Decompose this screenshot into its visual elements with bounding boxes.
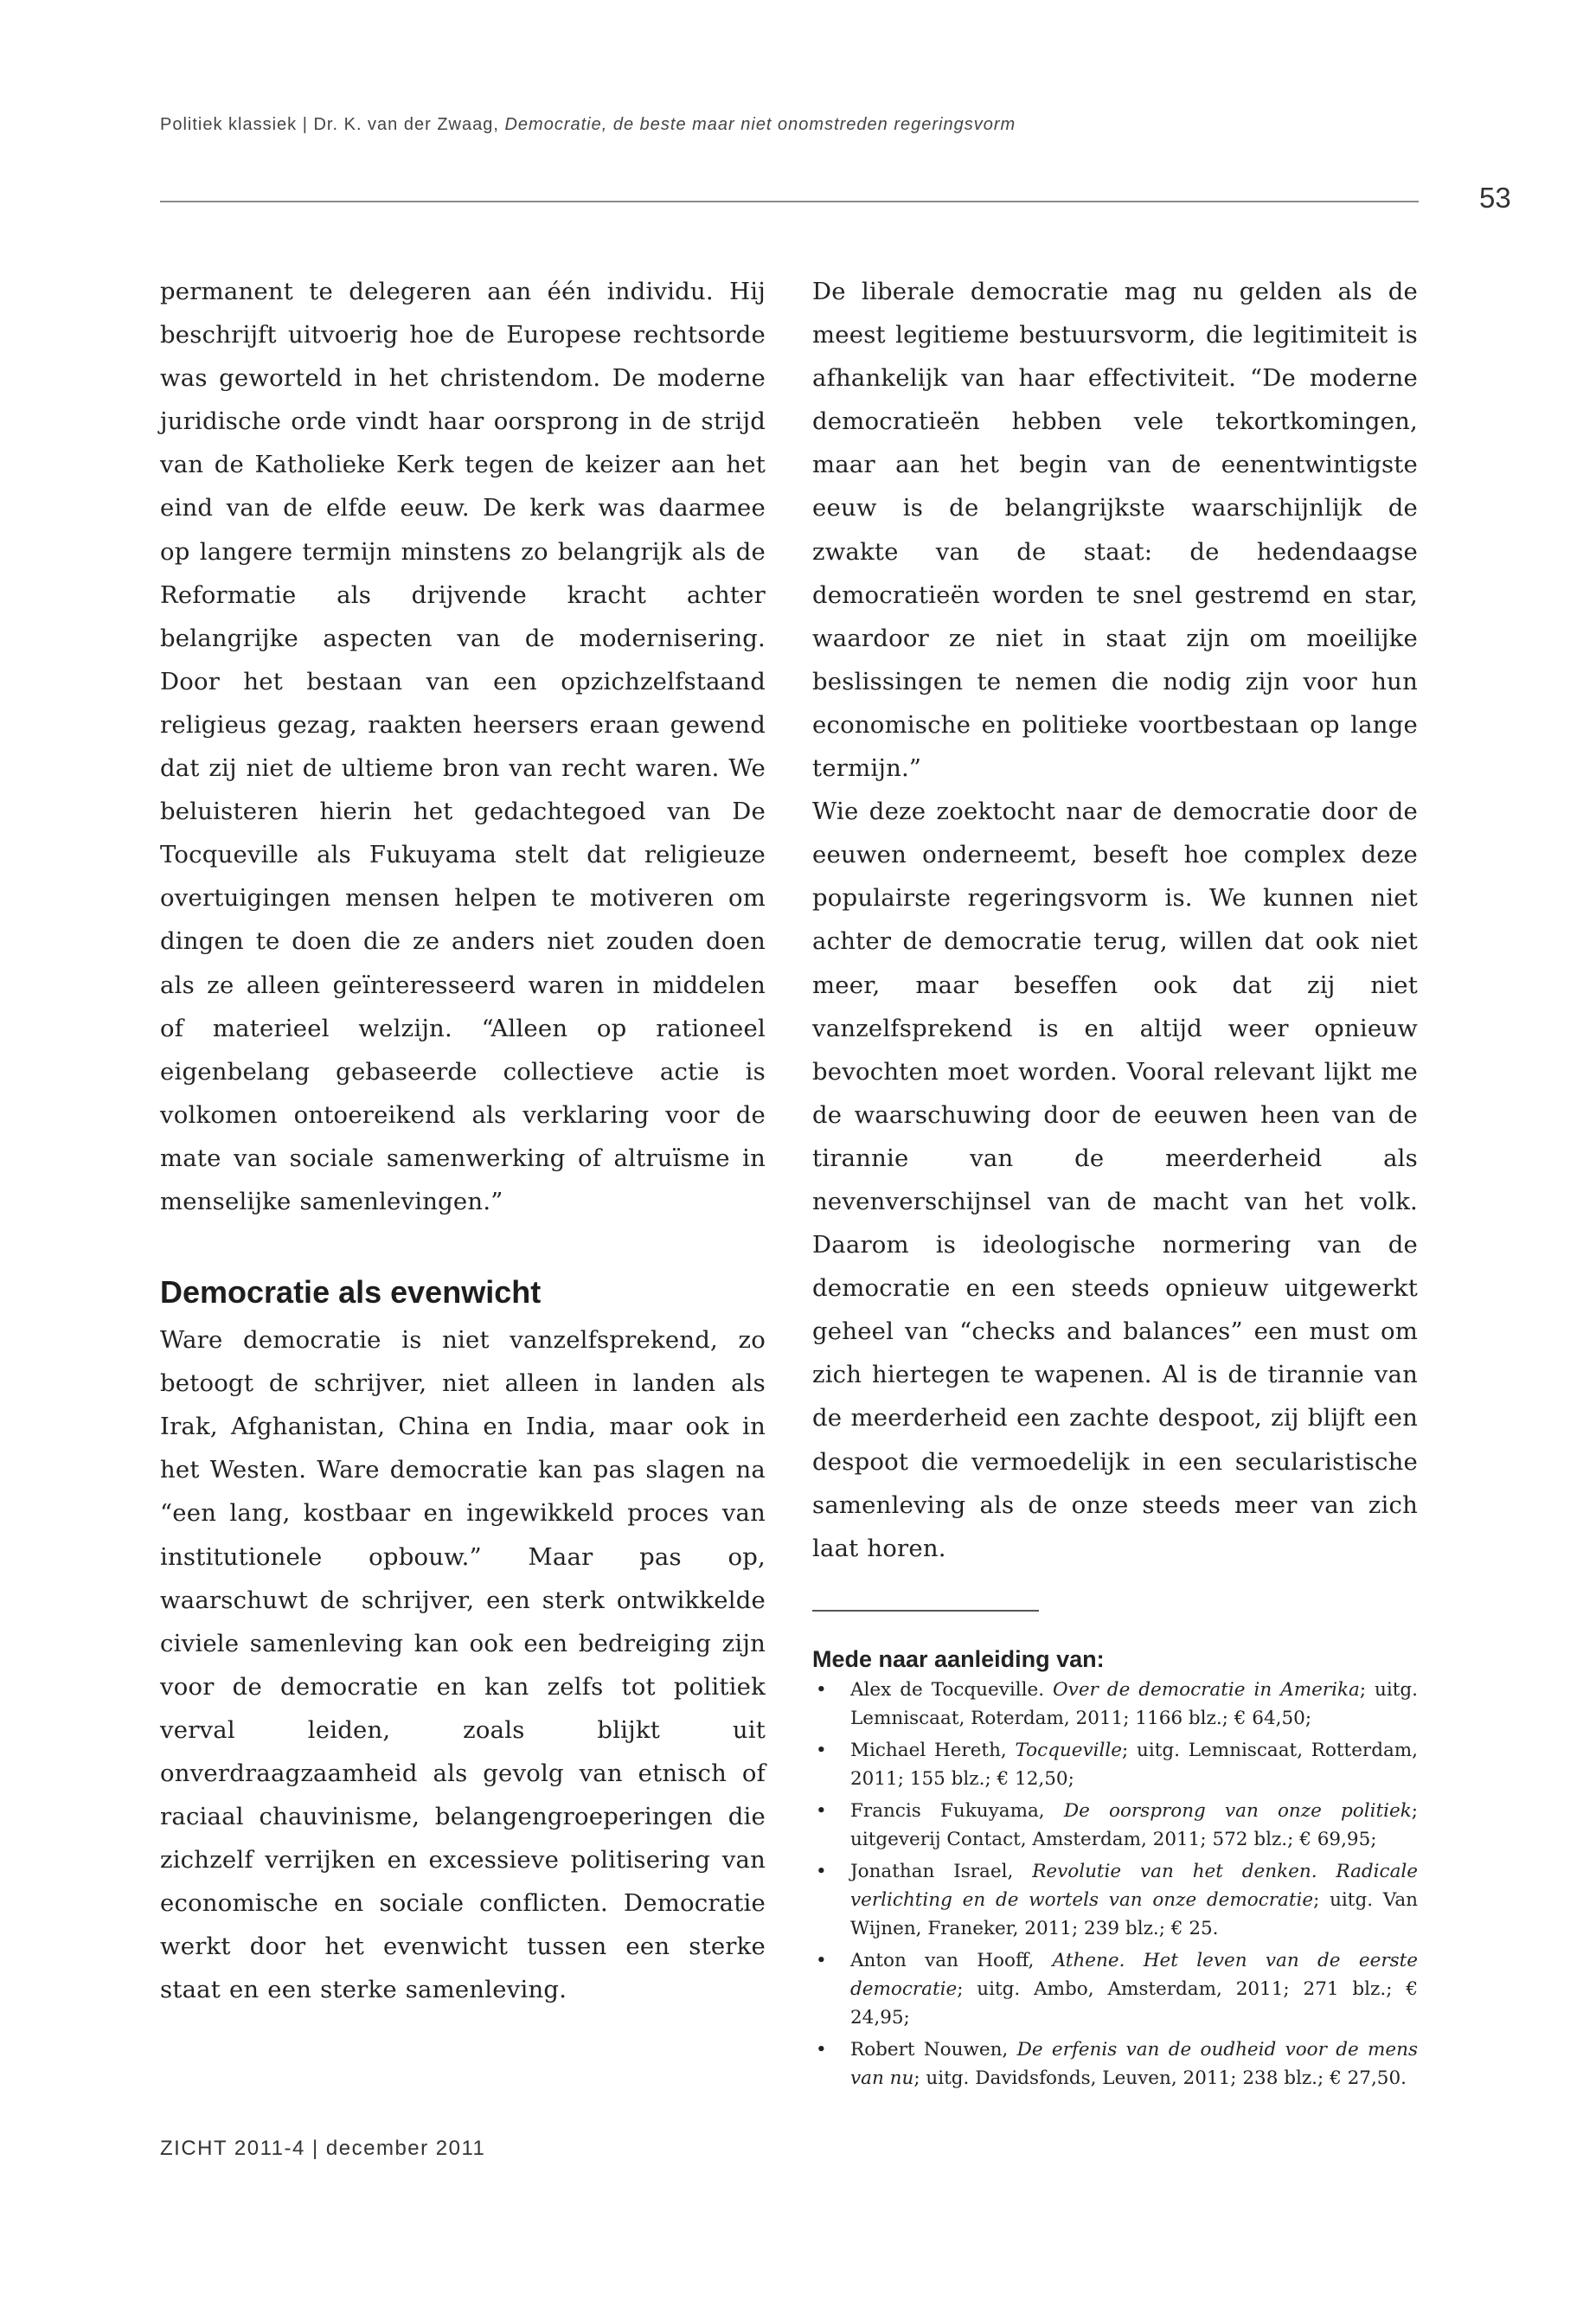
page-number: 53 — [1479, 182, 1511, 214]
references-list — [812, 1676, 1418, 2093]
header-rule — [160, 201, 1419, 202]
bullet-icon: • — [816, 1860, 827, 1882]
section-heading: Democratie als evenwicht — [160, 1274, 542, 1311]
left-column — [160, 270, 766, 2012]
reference-title: Tocqueville — [1015, 1739, 1123, 1761]
reference-author: Michael Hereth, — [850, 1739, 1007, 1761]
running-head — [160, 115, 1016, 135]
reference-details: ; uitg. Lemniscaat, Rotterdam, 2011; 155 blz.; € 12,50; — [850, 1739, 1418, 1790]
reference-item — [812, 1946, 1418, 2032]
right-paragraph-2: Wie deze zoektocht naar de democratie door de eeuwen onderneemt, beseft hoe complex deze populairste regeringsvorm is. We kunnen niet achter de democratie terug, willen dat ook niet meer, maar beseffen ook dat zij niet vanzelfsprekend is en altijd weer opnieuw bevochten moet worden. Vooral relevant lijkt me de waarschuwing door de eeuwen heen van de tirannie van de meerderheid als nevenverschijnsel van de macht van het volk. Daarom is ideologische normering van de democratie en een steeds opnieuw uitgewerkt geheel van “checks and balances” een must om zich hiertegen te wapenen. Al is de tirannie van de meerderheid een zachte despoot, zij blijft een despoot die vermoedelijk in een secularistische samenleving als de onze steeds meer van zich laat horen. — [812, 798, 1418, 1562]
bullet-icon: • — [816, 1949, 827, 1971]
reference-details: ; uitg. Ambo, Amsterdam, 2011; 271 blz.; € 24,95; — [850, 1977, 1418, 2029]
reference-details: ; uitg. Davidsfonds, Leuven, 2011; 238 blz.; € 27,50. — [913, 2067, 1407, 2089]
footer: ZICHT 2011-4 | december 2011 — [160, 2137, 486, 2160]
running-head-separator: | — [297, 115, 314, 134]
running-head-article-title: Democratie, de beste maar niet onomstreden regeringsvorm — [504, 115, 1016, 134]
reference-title: Revolutie van het denken. Radicale verlichting en de wortels van onze democratie — [850, 1860, 1418, 1911]
right-column — [812, 270, 1418, 2096]
reference-author: Anton van Hooff, — [850, 1949, 1035, 1971]
reference-details: ; uitgeverij Contact, Amsterdam, 2011; 572 blz.; € 69,95; — [850, 1799, 1418, 1850]
right-paragraph-1: De liberale democratie mag nu gelden als de meest legitieme bestuursvorm, die legitimiteit is afhankelijk van haar effectiviteit. “De moderne democratieën hebben vele tekortkomingen, maar aan het begin van de eenentwintigste eeuw is de belangrijkste waarschijnlijk de zwakte van de staat: de hedendaagse democratieën worden te snel gestremd en star, waardoor ze niet in staat zijn om moeilijke beslissingen te nemen die nodig zijn voor hun economische en politieke voortbestaan op lange termijn.” — [812, 278, 1418, 783]
reference-item — [812, 1676, 1418, 1733]
bullet-icon: • — [816, 2038, 827, 2061]
running-head-author: Dr. K. van der Zwaag, — [313, 115, 499, 134]
reference-item — [812, 1857, 1418, 1943]
reference-author: Alex de Tocqueville. — [850, 1678, 1045, 1701]
references-heading: Mede naar aanleiding van: — [812, 1645, 1105, 1672]
reference-details: ; uitg. Van Wijnen, Franeker, 2011; 239 blz.; € 25. — [850, 1888, 1418, 1939]
reference-title: Over de democratie in Amerika — [1053, 1678, 1360, 1701]
reference-author: Francis Fukuyama, — [850, 1799, 1045, 1822]
reference-item — [812, 1797, 1418, 1854]
reference-title: De oorsprong van onze politiek — [1063, 1799, 1412, 1822]
reference-item — [812, 2035, 1418, 2093]
reference-item — [812, 1736, 1418, 1793]
reference-details: ; uitg. Lemniscaat, Roterdam, 2011; 1166 blz.; € 64,50; — [850, 1678, 1419, 1729]
reference-title: De erfenis van de oudheid voor de mens van nu — [850, 2038, 1418, 2089]
left-paragraph-2: Ware democratie is niet vanzelfsprekend, zo betoogt de schrijver, niet alleen in landen als Irak, Afghanistan, China en India, maar ook in het Westen. Ware democratie kan pas slagen na “een lang, kostbaar en ingewikkeld proces van institutionele opbouw.” Maar pas op, waarschuwt de schrijver, een sterk ontwikkelde civiele samenleving kan ook een bedreiging zijn voor de democratie en kan zelfs tot politiek verval leiden, zoals blijkt uit onverdraagzaamheid als gevolg van etnisch of raciaal chauvinisme, belangengroeperingen die zichzelf verrijken en excessieve politisering van economische en sociale conflicten. Democratie werkt door het evenwicht tussen een sterke staat en een sterke samenleving. — [160, 1326, 766, 2004]
reference-author: Robert Nouwen, — [850, 2038, 1009, 2061]
left-paragraph-1: permanent te delegeren aan één individu. Hij beschrijft uitvoerig hoe de Europese rechtsorde was geworteld in het christendom. De moderne juridische orde vindt haar oorsprong in de strijd van de Katholieke Kerk tegen de keizer aan het eind van de elfde eeuw. De kerk was daarmee op langere termijn minstens zo belangrijk als de Reformatie als drijvende kracht achter belangrijke aspecten van de modernisering. Door het bestaan van een opzichzelfstaand religieus gezag, raakten heersers eraan gewend dat zij niet de ultieme bron van recht waren. We beluisteren hierin het gedachtegoed van De Tocqueville als Fukuyama stelt dat religieuze overtuigingen mensen helpen te motiveren om dingen te doen die ze anders niet zouden doen als ze alleen geïnteresseerd waren in middelen of materieel welzijn. “Alleen op rationeel eigenbelang gebaseerde collectieve actie is volkomen ontoereikend als verklaring voor de mate van sociale samenwerking of altruïsme in menselijke samenlevingen.” — [160, 278, 766, 1215]
bullet-icon: • — [816, 1678, 827, 1701]
reference-title: Athene. Het leven van de eerste democratie — [850, 1949, 1418, 2000]
running-head-section: Politiek klassiek — [160, 115, 298, 134]
reference-author: Jonathan Israel, — [850, 1860, 1014, 1882]
bullet-icon: • — [816, 1739, 827, 1761]
references-rule — [812, 1610, 1039, 1612]
bullet-icon: • — [816, 1799, 827, 1822]
